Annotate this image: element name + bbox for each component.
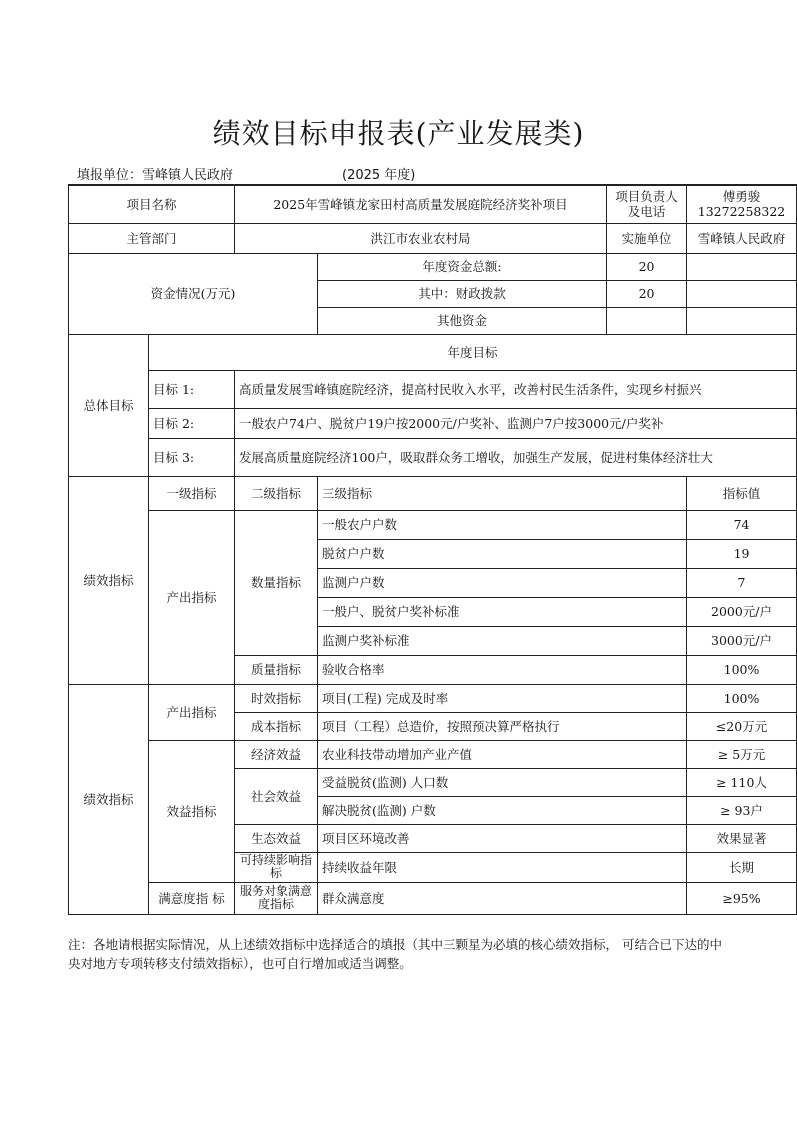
indicator-name: 解决脱贫(监测) 户数: [318, 796, 687, 824]
indicator-name: 农业科技带动增加产业产值: [318, 740, 687, 768]
goal-label: 目标 2:: [149, 408, 235, 438]
satisfaction-label: 满意度指 标: [149, 882, 235, 914]
indicator-name: 脱贫户户数: [318, 539, 687, 568]
impl-value: 雪峰镇人民政府: [687, 223, 797, 253]
indicator-row: [69, 684, 797, 712]
funds-total-row: [69, 253, 797, 280]
indicator-value: 7: [687, 568, 797, 597]
indicator-name: 一般户、脱贫户奖补标准: [318, 597, 687, 626]
footnote: 注：各地请根据实际情况，从上述绩效指标中选择适合的填报（其中三颗星为必填的核心绩效指标， 可结合已下达的中央对地方专项转移支付绩效指标），也可自行增加或适当调整。: [68, 937, 722, 971]
project-name-label: 项目名称: [69, 185, 235, 223]
indicator-value: 长期: [687, 852, 797, 882]
indicator-name: 受益脱贫(监测) 人口数: [318, 768, 687, 796]
indicator-value: ≥ 93户: [687, 796, 797, 824]
service-label: 服务对象满意度指标: [235, 882, 318, 914]
dept-value: 洪江市农业农村局: [235, 223, 607, 253]
indicator-name: 持续收益年限: [318, 852, 687, 882]
goal-label: 目标 1:: [149, 370, 235, 408]
indicator-header-row: [69, 476, 797, 510]
goal-text: 高质量发展雪峰镇庭院经济，提高村民收入水平，改善村民生活条件，实现乡村振兴: [235, 370, 797, 408]
funds-total-extra: [687, 253, 797, 280]
sustain-label: 可持续影响指标: [235, 852, 318, 882]
level1-header: 一级指标: [149, 476, 235, 510]
indicator-value: 74: [687, 510, 797, 539]
funds-other-value: [607, 307, 687, 334]
indicator-value: ≥95%: [687, 882, 797, 914]
indicator-row: [69, 882, 797, 914]
report-year: (2025 年度): [342, 168, 416, 183]
indicator-name: 项目区环境改善: [318, 824, 687, 852]
eco-label: 生态效益: [235, 824, 318, 852]
leader-label: 项目负责人及电话: [607, 185, 687, 223]
project-name-row: [69, 185, 797, 223]
indicator-name: 群众满意度: [318, 882, 687, 914]
funds-other-label: 其他资金: [318, 307, 607, 334]
indicator-name: 项目(工程) 完成及时率: [318, 684, 687, 712]
impl-label: 实施单位: [607, 223, 687, 253]
annual-goal-header-row: [69, 334, 797, 370]
annual-goal-label: 年度目标: [149, 334, 797, 370]
indicator-name: 项目（工程）总造价，按照预决算严格执行: [318, 712, 687, 740]
indicator-row: [69, 740, 797, 768]
project-name-value: 2025年雪峰镇龙家田村高质量发展庭院经济奖补项目: [235, 185, 607, 223]
level2-header: 二级指标: [235, 476, 318, 510]
level3-header: 三级指标: [318, 476, 687, 510]
indicator-name: 验收合格率: [318, 655, 687, 684]
funds-label: 资金情况(万元): [69, 253, 318, 334]
funds-total-label: 年度资金总额:: [318, 253, 607, 280]
indicator-name: 监测户奖补标准: [318, 626, 687, 655]
quantity-indicator-label: 数量指标: [235, 510, 318, 655]
goal-text: 发展高质量庭院经济100户，吸取群众务工增收，加强生产发展，促进村集体经济壮大: [235, 438, 797, 476]
funds-fiscal-extra: [687, 280, 797, 307]
indicator-name: 一般农户户数: [318, 510, 687, 539]
social-label: 社会效益: [235, 768, 318, 824]
leader-name: 傅勇骏: [722, 189, 761, 205]
goal-label: 目标 3:: [149, 438, 235, 476]
indicator-value: 100%: [687, 684, 797, 712]
goal-row: [69, 370, 797, 408]
funds-other-extra: [687, 307, 797, 334]
funds-fiscal-label: 其中：财政拨款: [318, 280, 607, 307]
goal-row: [69, 438, 797, 476]
indicator-value: ≤20万元: [687, 712, 797, 740]
indicator-row: [69, 510, 797, 539]
performance-form-table: [68, 184, 797, 915]
goals-label: 总体目标: [69, 334, 149, 476]
dept-label: 主管部门: [69, 223, 235, 253]
value-header: 指标值: [687, 476, 797, 510]
goal-text: 一般农户74户、脱贫户19户按2000元/户奖补、监测户7户按3000元/户奖补: [235, 408, 797, 438]
indicator-value: ≥ 5万元: [687, 740, 797, 768]
indicator-name: 监测户户数: [318, 568, 687, 597]
leader-phone: 13272258322: [697, 204, 786, 220]
leader-cell: [687, 185, 797, 223]
indicator-value: 3000元/户: [687, 626, 797, 655]
page-title: 绩效目标申报表(产业发展类): [212, 117, 585, 150]
indicator-value: 100%: [687, 655, 797, 684]
output-indicator-label-2: 产出指标: [149, 684, 235, 740]
perf-label-1: 绩效指标: [69, 476, 149, 684]
funds-total-value: 20: [607, 253, 687, 280]
indicator-value: 2000元/户: [687, 597, 797, 626]
fill-unit: 填报单位：雪峰镇人民政府: [77, 168, 234, 183]
indicator-value: 19: [687, 539, 797, 568]
quality-indicator-label: 质量指标: [235, 655, 318, 684]
cost-label: 成本指标: [235, 712, 318, 740]
dept-row: [69, 223, 797, 253]
output-indicator-label: 产出指标: [149, 510, 235, 684]
goal-row: [69, 408, 797, 438]
benefit-indicator-label: 效益指标: [149, 740, 235, 882]
funds-fiscal-value: 20: [607, 280, 687, 307]
economic-label: 经济效益: [235, 740, 318, 768]
timeliness-label: 时效指标: [235, 684, 318, 712]
indicator-value: ≥ 110人: [687, 768, 797, 796]
perf-label-2: 绩效指标: [69, 684, 149, 914]
indicator-value: 效果显著: [687, 824, 797, 852]
